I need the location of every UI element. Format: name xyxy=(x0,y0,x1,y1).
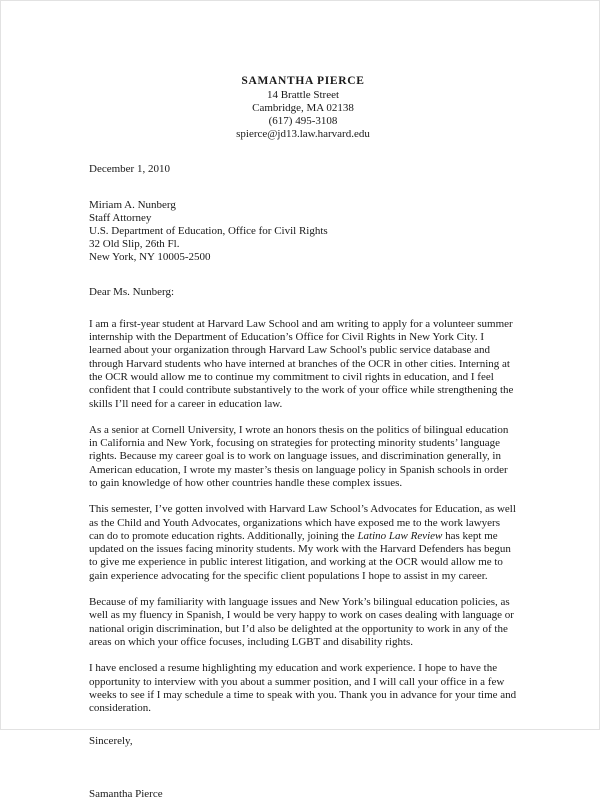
body-paragraph-4: Because of my familiarity with language issues and New York’s bilingual education policies, as well as my fluency in Spanish, I would be very happy to work on cases dealing with language or national origin discrimination, but I’d also be delighted at the opportunity to work in any of the areas on which your office focuses, including LGBT and disability rights. xyxy=(89,596,514,648)
recipient-organization: U.S. Department of Education, Office for Civil Rights xyxy=(89,224,328,237)
sender-phone: (617) 495-3108 xyxy=(268,114,338,127)
paragraph-3-text-after: has kept me updated on the issues facing minority students. My work with the Harvard Defenders has begun to give me experience in public interest litigation, and working at the OCR would allow me to gain experience advocating for the specific client populations I hope to assist in my career. xyxy=(89,529,511,582)
paragraph-3-text-before: This semester, I’ve gotten involved with Harvard Law School’s Advocates for Education, as well as the Child and Youth Advocates, organizations which have exposed me to the work lawyers can do to promote education rights. Additionally, joining the xyxy=(89,503,516,542)
sender-city-state-zip: Cambridge, MA 02138 xyxy=(252,101,354,114)
letterhead xyxy=(89,75,517,141)
recipient-city-state-zip: New York, NY 10005-2500 xyxy=(89,251,211,264)
recipient-street: 32 Old Slip, 26th Fl. xyxy=(89,238,180,251)
body-paragraph-5: I have enclosed a resume highlighting my education and work experience. I hope to have the opportunity to interview with you about a summer position, and I will call your office in a few weeks to see if I may schedule a time to speak with you. Thank you in advance for your time and consideration. xyxy=(89,662,517,715)
letter-date: December 1, 2010 xyxy=(89,163,170,176)
recipient-title: Staff Attorney xyxy=(89,211,152,224)
body-paragraph-3 xyxy=(89,503,517,583)
letter-body xyxy=(89,318,517,716)
recipient-address-block xyxy=(89,199,517,265)
body-paragraph-2: As a senior at Cornell University, I wrote an honors thesis on the politics of bilingual education in California and New York, focusing on strategies for protecting minority students’ language rights. Because my career goal is to work on language issues, and discrimination generally, in American education, I wrote my master’s thesis on language policy in Spanish schools in order to gain knowledge of how other countries handle these complex issues. xyxy=(89,423,509,489)
closing-salutation: Sincerely, xyxy=(89,735,133,748)
sender-street: 14 Brattle Street xyxy=(266,88,340,101)
sender-email: spierce@jd13.law.harvard.edu xyxy=(236,128,370,141)
salutation: Dear Ms. Nunberg: xyxy=(89,285,175,298)
signature-name: Samantha Pierce xyxy=(89,787,163,800)
body-paragraph-1: I am a first-year student at Harvard Law School and am writing to apply for a volunteer summer internship with the Department of Education’s Office for Civil Rights in New York City. I learned about your organization through Harvard Law School's public service database and through Harvard students who have interned at branches of the OCR in other cities. Interning at the OCR would allow me to continue my commitment to civil rights in education, and I feel confident that I could contribute substantively to the work of your office while strengthening the skills I’ll need for a career in education law. xyxy=(89,317,514,410)
letter-content xyxy=(89,1,517,801)
publication-title: Latino Law Review xyxy=(357,529,443,542)
recipient-name: Miriam A. Nunberg xyxy=(89,198,176,211)
sender-name: SAMANTHA PIERCE xyxy=(241,75,365,87)
